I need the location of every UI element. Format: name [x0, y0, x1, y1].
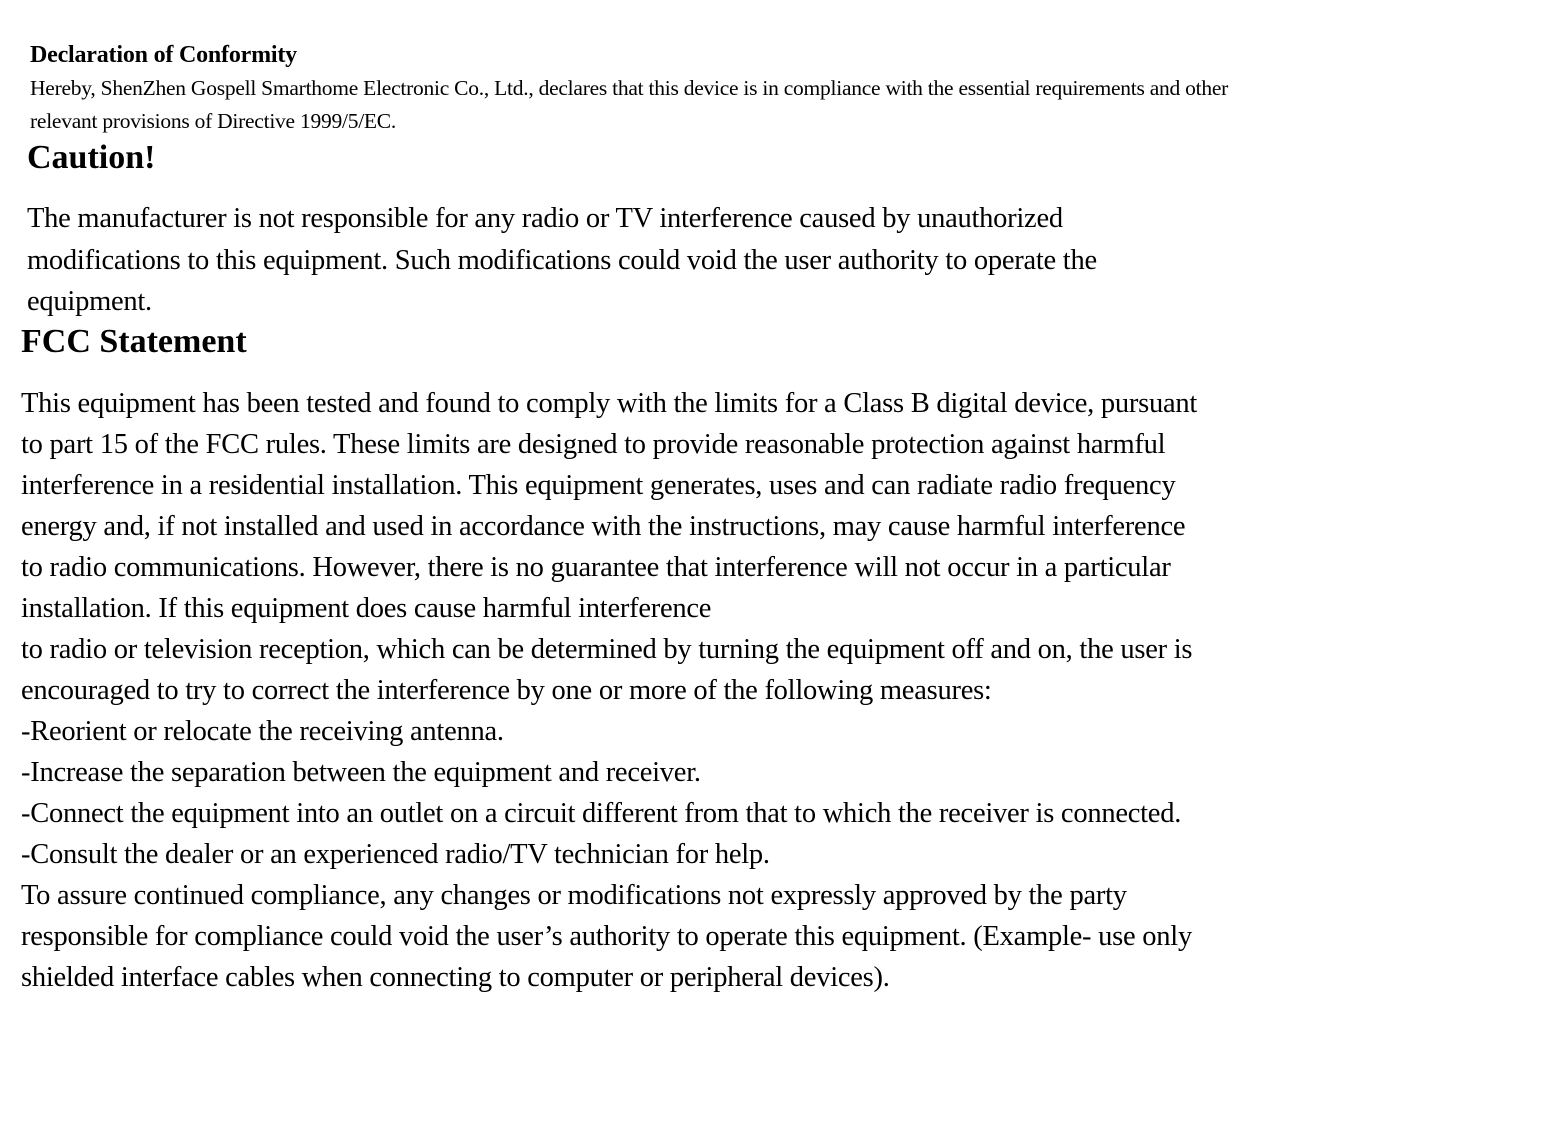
- fcc-measure-item: -Consult the dealer or an experienced radio/TV technician for help.: [21, 839, 770, 870]
- fcc-closing-line: shielded interface cables when connecting to computer or peripheral devices).: [21, 962, 890, 993]
- fcc-paragraph-line: energy and, if not installed and used in accordance with the instructions, may cause harmful interference: [21, 511, 1186, 542]
- fcc-measure-item: -Increase the separation between the equipment and receiver.: [21, 757, 701, 788]
- fcc-closing-line: To assure continued compliance, any changes or modifications not expressly approved by the party: [21, 880, 1127, 911]
- fcc-paragraph-line: to radio or television reception, which can be determined by turning the equipment off and on, the user is: [21, 634, 1193, 665]
- fcc-paragraph-line: encouraged to try to correct the interference by one or more of the following measures:: [21, 675, 992, 706]
- caution-line: The manufacturer is not responsible for any radio or TV interference caused by unauthorized: [27, 203, 1063, 234]
- fcc-paragraph-line: interference in a residential installation. This equipment generates, uses and can radiate radio frequency: [21, 470, 1176, 501]
- fcc-paragraph-line: This equipment has been tested and found to comply with the limits for a Class B digital device, pursuant: [21, 388, 1198, 419]
- declaration-title: Declaration of Conformity: [30, 42, 297, 68]
- declaration-body: [30, 72, 1542, 137]
- fcc-measure-item: -Connect the equipment into an outlet on a circuit different from that to which the receiver is connected.: [21, 798, 1182, 829]
- caution-title: Caution!: [27, 139, 156, 176]
- declaration-line: relevant provisions of Directive 1999/5/EC.: [30, 108, 397, 133]
- declaration-line: Hereby, ShenZhen Gospell Smarthome Electronic Co., Ltd., declares that this device is in compliance with the essential requirements and other: [30, 76, 1229, 100]
- fcc-body: [21, 383, 1363, 998]
- caution-body: [27, 198, 1287, 323]
- fcc-paragraph-line: installation. If this equipment does cause harmful interference: [21, 593, 712, 624]
- fcc-paragraph-line: to radio communications. However, there is no guarantee that interference will not occur in a particular: [21, 552, 1171, 583]
- fcc-closing-line: responsible for compliance could void the user’s authority to operate this equipment. (Example- use only: [21, 921, 1192, 952]
- caution-line: modifications to this equipment. Such modifications could void the user authority to operate the: [27, 244, 1097, 276]
- fcc-title: FCC Statement: [21, 323, 247, 360]
- fcc-measure-item: -Reorient or relocate the receiving antenna.: [21, 716, 504, 747]
- caution-line: equipment.: [27, 286, 152, 317]
- fcc-paragraph-line: to part 15 of the FCC rules. These limits are designed to provide reasonable protection against harmful: [21, 429, 1166, 460]
